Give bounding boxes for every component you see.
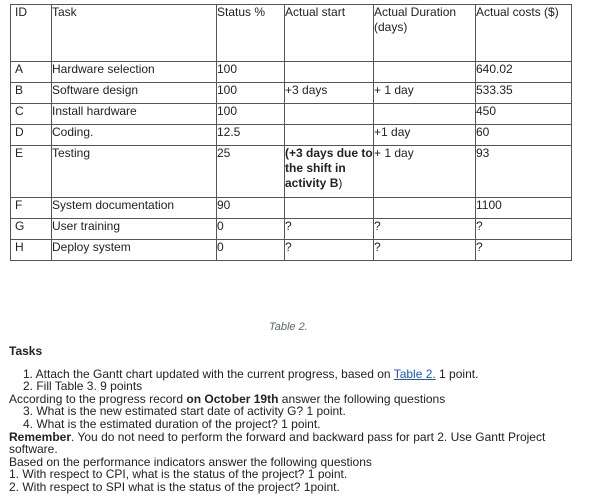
cell-status: 25 [217,146,285,198]
cell-cost: 533.35 [476,83,572,104]
cell-start [285,198,374,219]
header-actual-duration: Actual Duration (days) [374,5,476,62]
start-note-tail: ) [338,176,343,190]
project-table [10,4,572,261]
cell-cost: ? [476,219,572,240]
cell-duration: +1 day [374,125,476,146]
table-caption: Table 2. [269,321,308,333]
cell-duration [374,104,476,125]
header-status: Status % [217,5,285,62]
remember-label: Remember [9,429,72,444]
table-2-link[interactable]: Table 2. [393,366,436,381]
cell-task: Hardware selection [52,62,217,83]
cell-task: User training [52,219,217,240]
cell-id: B [11,83,52,104]
cell-cost: 93 [476,146,572,198]
cell-duration: + 1 day [374,146,476,198]
cell-status: 0 [217,240,285,261]
cell-duration: + 1 day [374,83,476,104]
cell-cost: 640.02 [476,62,572,83]
table-row [11,198,572,219]
cell-start: ? [285,240,374,261]
cell-cost: 1100 [476,198,572,219]
cell-start [285,146,374,198]
task-item-1-points: 1 point. [435,366,479,381]
cell-status: 90 [217,198,285,219]
table-row [11,219,572,240]
remember-note-cont: software. [9,442,58,457]
task-item-4: 4. What is the estimated duration of the project? 1 point. [23,416,321,431]
cell-start [285,125,374,146]
cell-duration [374,62,476,83]
cell-cost: 60 [476,125,572,146]
table-row [11,146,572,198]
cell-task: System documentation [52,198,217,219]
cell-cost: ? [476,240,572,261]
table-row [11,125,572,146]
table-row [11,62,572,83]
task-item-2: 2. Fill Table 3. 9 points [23,379,143,394]
cell-id: H [11,240,52,261]
table-row [11,83,572,104]
progress-date: on October 19th [186,391,279,406]
table-header-row [11,5,572,62]
cell-id: G [11,219,52,240]
cell-task: Deploy system [52,240,217,261]
remember-note [9,431,604,444]
task-item-1-text: 1. Attach the Gantt chart updated with the current progress, based on [23,366,394,381]
cell-status: 12.5 [217,125,285,146]
cell-status: 100 [217,83,285,104]
question-spi: 2. With respect to SPI what is the status of the project? 1point. [9,479,340,494]
cell-start [285,104,374,125]
cell-status: 0 [217,219,285,240]
cell-task: Install hardware [52,104,217,125]
cell-status: 100 [217,104,285,125]
cell-task: Testing [52,146,217,198]
performance-instruction: Based on the performance indicators answer the following questions [9,454,372,469]
cell-id: C [11,104,52,125]
tasks-title: Tasks [9,344,43,358]
table-row [11,104,572,125]
header-task: Task [52,5,217,62]
cell-id: A [11,62,52,83]
cell-duration: ? [374,240,476,261]
cell-status: 100 [217,62,285,83]
cell-start: +3 days [285,83,374,104]
table-row [11,240,572,261]
cell-task: Software design [52,83,217,104]
cell-task: Coding. [52,125,217,146]
question-cpi: 1. With respect to CPI, what is the status of the project? 1 point. [9,467,348,482]
progress-post: answer the following questions [278,391,446,406]
progress-pre: According to the progress record [9,391,187,406]
task-item-3: 3. What is the new estimated start date of activity G? 1 point. [23,404,346,419]
header-id: ID [11,5,52,62]
cell-duration: ? [374,219,476,240]
cell-cost: 450 [476,104,572,125]
remember-text: . You do not need to perform the forward and backward pass for part 2. Use Gantt Project [71,429,546,444]
header-actual-start: Actual start [285,5,374,62]
cell-start: ? [285,219,374,240]
start-note-bold: (+3 days due to the shift in activity B [285,146,373,190]
cell-id: D [11,125,52,146]
cell-id: E [11,146,52,198]
tasks-section [9,345,604,494]
cell-id: F [11,198,52,219]
header-actual-costs: Actual costs ($) [476,5,572,62]
cell-duration [374,198,476,219]
cell-start [285,62,374,83]
